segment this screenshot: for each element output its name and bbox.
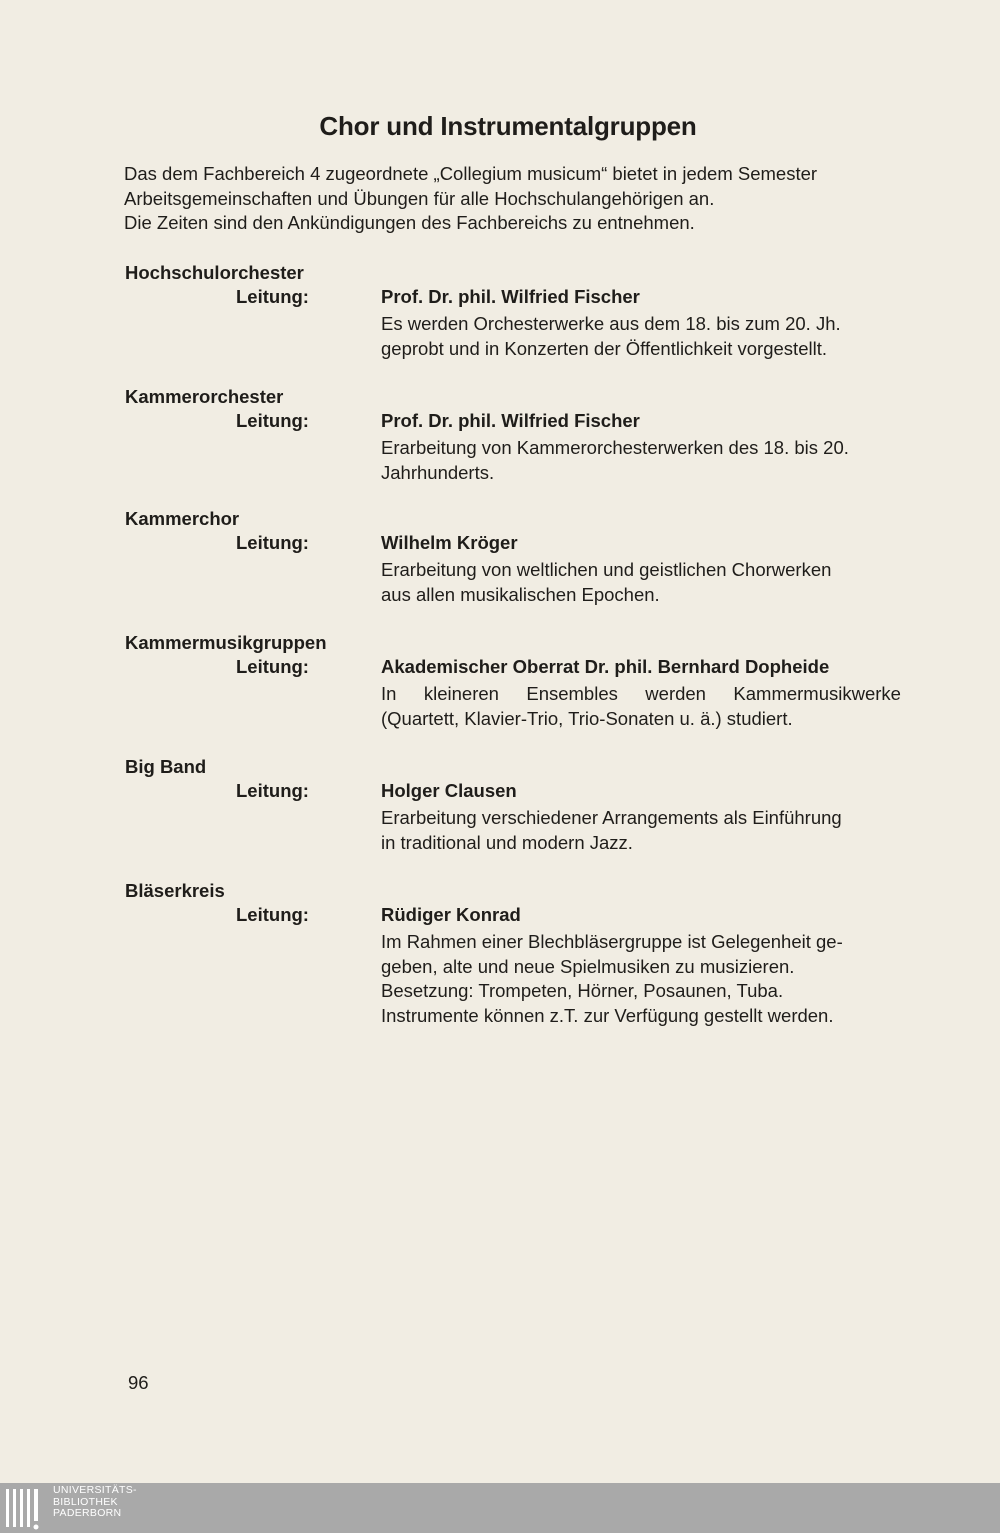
description-line	[381, 682, 901, 707]
description-word: werden	[645, 683, 706, 704]
ensemble-name: Kammermusikgruppen	[125, 632, 327, 653]
logo-line: PADERBORN	[53, 1507, 122, 1519]
page-number: 96	[128, 1372, 149, 1393]
leader-name: Prof. Dr. phil. Wilfried Fischer	[381, 410, 640, 431]
description-line: Im Rahmen einer Blechbläsergruppe ist Gelegenheit ge-	[381, 931, 843, 952]
description-line: in traditional und modern Jazz.	[381, 831, 633, 853]
description-line: Erarbeitung von weltlichen und geistlichen Chorwerken	[381, 559, 832, 580]
ensemble-name: Kammerchor	[125, 508, 240, 529]
description-word: kleineren	[423, 683, 499, 704]
description-line: Instrumente können z.T. zur Verfügung gestellt werden.	[381, 1004, 834, 1026]
leitung-label: Leitung:	[236, 410, 309, 431]
ensemble-description	[381, 930, 901, 1028]
library-footer-bar	[0, 1483, 1000, 1533]
description-line: geprobt und in Konzerten der Öffentlichkeit vorgestellt.	[381, 337, 827, 359]
description-line: aus allen musikalischen Epochen.	[381, 583, 660, 605]
ensemble-description	[381, 312, 901, 361]
intro-line: Das dem Fachbereich 4 zugeordnete „Collegium musicum“ bietet in jedem Semester	[124, 163, 818, 184]
description-line: Besetzung: Trompeten, Hörner, Posaunen, Tuba.	[381, 980, 784, 1001]
ensemble-name: Hochschulorchester	[125, 262, 304, 283]
description-line: Erarbeitung verschiedener Arrangements als Einführung	[381, 807, 842, 828]
intro-paragraph	[124, 162, 914, 236]
library-logo-text	[53, 1485, 137, 1520]
ensemble-description	[381, 436, 901, 485]
description-line: Erarbeitung von Kammerorchesterwerken des 18. bis 20.	[381, 437, 849, 458]
leader-name: Rüdiger Konrad	[381, 904, 521, 925]
description-line: Es werden Orchesterwerke aus dem 18. bis zum 20. Jh.	[381, 313, 841, 334]
description-line: Jahrhunderts.	[381, 461, 495, 483]
intro-line: Die Zeiten sind den Ankündigungen des Fachbereichs zu entnehmen.	[124, 212, 695, 233]
description-line: geben, alte und neue Spielmusiken zu musizieren.	[381, 955, 795, 977]
logo-line: BIBLIOTHEK	[53, 1495, 118, 1508]
ensemble-description	[381, 682, 901, 731]
leitung-label: Leitung:	[236, 286, 309, 307]
ensemble-name: Kammerorchester	[125, 386, 284, 407]
description-word: Kammermusikwerke	[733, 683, 901, 704]
leader-name: Wilhelm Kröger	[381, 532, 518, 553]
ensemble-description	[381, 558, 901, 607]
intro-line: Arbeitsgemeinschaften und Übungen für alle Hochschulangehörigen an.	[124, 187, 715, 209]
library-logo-icon	[4, 1485, 50, 1531]
leader-name: Akademischer Oberrat Dr. phil. Bernhard Dopheide	[381, 656, 830, 677]
description-line: (Quartett, Klavier-Trio, Trio-Sonaten u. ä.) studiert.	[381, 707, 793, 729]
leitung-label: Leitung:	[236, 656, 309, 677]
leader-name: Prof. Dr. phil. Wilfried Fischer	[381, 286, 640, 307]
ensemble-name: Big Band	[125, 756, 207, 777]
ensemble-description	[381, 806, 901, 855]
ensemble-name: Bläserkreis	[125, 880, 225, 901]
leitung-label: Leitung:	[236, 780, 309, 801]
page-title: Chor und Instrumentalgruppen	[319, 111, 697, 141]
logo-line: UNIVERSITÄTS-	[53, 1484, 137, 1496]
leitung-label: Leitung:	[236, 532, 309, 553]
leader-name: Holger Clausen	[381, 780, 517, 801]
description-word: Ensembles	[526, 683, 618, 704]
description-word: In	[381, 683, 397, 704]
leitung-label: Leitung:	[236, 904, 309, 925]
